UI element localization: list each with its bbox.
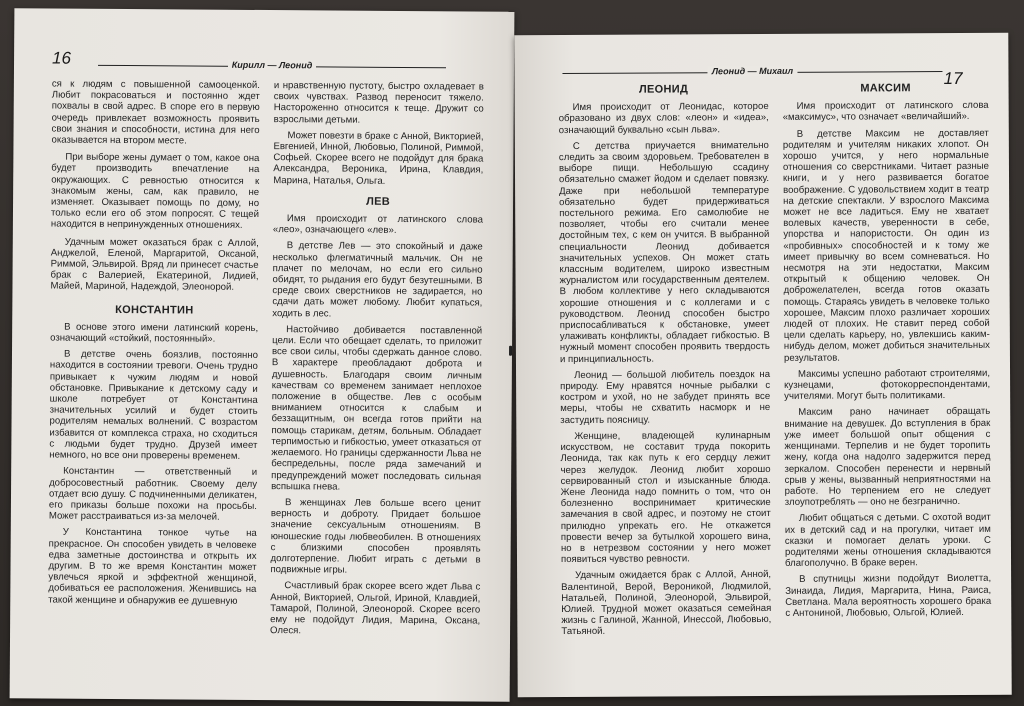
paragraph: Настойчиво добивается поставленной цели. Если что обещает сделать, то приложит все свои силы, чтобы сдержать данное слово. В характере преобладают доброта и душевность. Благодаря своим личным качествам со временем занимает неплохое положение в обществе. Лев с особым вниманием относится к слабым и беззащитным, он всегда готов прийти на помощь старикам, детям, больным. Обладает терпимостью и гибкостью, умеет отказаться от желаемого. Но границы сдержанности Льва не беспредельны, после ряда замечаний и предупреждений может последовать сильная вспышка гнева. [271,324,483,493]
paragraph: ся к людям с повышенной самооценкой. Любит покрасоваться и постоянно ждет похвалы в свой адрес. В споре его в первую очередь привлекает возможность проявить свои знания и способности, истина для него оказывается на втором месте. [51,78,260,147]
paragraph: В спутницы жизни подойдут Виолетта, Зинаида, Лидия, Маргарита, Нина, Раиса, Светлана. Мала вероятность хорошего брака с Антониной, Любовью, Ольгой, Юлией. [785,573,992,619]
paragraph: В женщинах Лев больше всего ценит верность и доброту. Придает большое значение сексуальным отношениям. В юношеские годы любвеобилен. В отношениях с близкими способен проявлять долготерпение. Любит играть с детьми в подвижные игры. [270,497,482,576]
running-head [98,55,446,71]
section-title-konstantin: КОНСТАНТИН [115,303,194,317]
section-title-leonid: ЛЕОНИД [638,83,689,96]
paragraph: У Константина тонкое чутье на прекрасное. Он способен увидеть в человеке едва заметные достоинства и открыть их другим. В то же время Константин может увлечься яркой и эффектной женщиной, добиваться ее расположения. Женившись на такой женщине и обнаружив ее душевную [48,526,257,607]
paragraph: С детства приучается внимательно следить за своим здоровьем. Требователен в выборе пищи. Небольшую ссадину обязательно смажет йодом и сделает повязку. Даже при небольшой температуре обязательно будет придерживаться постельного режима. Его самолюбие не позволяет, чтобы его считали менее достойным тех, с кем он учится. В выбранной специальности Леонид добивается значительных успехов. Он может стать классным водителем, широко известным журналистом или государственным деятелем. В любом коллективе у него складываются хорошие отношения и с коллегами и с руководством. Леонид способен быстро приспосабливаться к обстановке, умеет улаживать конфликты, обладает гибкостью. В нужный момент способен проявить твердость и принципиальность. [558,139,770,365]
left-page [10,8,515,701]
page-number: 16 [52,48,72,68]
paragraph: Любит общаться с детьми. С охотой водит их в детский сад и на прогулки, читает им сказки и помогает делать уроки. С родителями жены отношения складываются благополучно. В браке верен. [784,512,992,570]
paragraph: В основе этого имени латинский корень, означающий «стойкий, постоянный». [50,321,259,345]
right-page [514,33,1011,698]
left-column-2 [270,80,484,638]
paragraph: Максимы успешно работают строителями, кузнецами, фотокорреспондентами, учителями. Могут быть политиками. [784,367,991,403]
running-head [562,61,942,77]
paragraph: Счастливый брак скорее всего ждет Льва с Анной, Викторией, Ольгой, Ириной, Клавдией, Тамарой, Полиной, Элеонорой. Скорее всего ему не подойдут Лидия, Марина, Оксана, Олеся. [270,580,481,637]
paragraph: Имя происходит от латинского слова «максимус», что означает «величайший». [782,100,989,124]
section-title-maksim: МАКСИМ [860,82,911,95]
page-number: 17 [943,68,963,89]
paragraph: В детстве Максим не доставляет родителям и учителям никаких хлопот. Он хорошо учится, у него нормальные отношения со сверстниками. Читает разные книги, и у него развивается богатое воображение. С удовольствием ходит в театр на детские спектакли. У взрослого Максима может не все ладиться. Ему не хватает волевых качеств, уверенности в себе, упорства и напористости. Он один из «пробивных» способностей и к тому же имеет привычку во всем сомневаться. Но несмотря на эти недостатки, Максим открытый к общению человек. Он доброжелателен, всегда готов оказать помощь. Стараясь увидеть в человеке только хорошее, Максим плохо различает хороших людей от плохих. Не ставит перед собой цели сделать карьеру, но, увлекшись каким-нибудь делом, может добиться значительных результатов. [782,127,990,364]
right-column-2 [783,81,992,619]
paragraph: Удачным ожидается брак с Аллой, Анной, Валентиной, Верой, Вероникой, Людмилой, Натальей, Полиной, Элеонорой, Эльвирой, Юлией. Трудной может оказаться семейная жизнь с Галиной, Жанной, Инессой, Любовью, Татьяной. [561,569,772,638]
left-column-1 [48,79,260,607]
paragraph: Константин — ответственный и добросовестный работник. Своему делу отдает всю душу. С подчиненными деликатен, его приказы больше похожи на просьбы. Может расстраиваться из-за мелочей. [48,465,258,523]
paragraph: Может повезти в браке с Анной, Викторией, Евгенией, Инной, Любовью, Полиной, Риммой, Софьей. Скорее всего не подойдут для брака Александра, Вероника, Ирина, Клавдия, Марина, Наталья, Ольга. [273,129,484,187]
right-column-1 [559,82,772,638]
paragraph: В детстве Лев — это спокойный и даже несколько флегматичный мальчик. Он не плачет по мелочам, но если его сильно обидят, то рыдания его будут безутешными. В среде своих сверстников не задирается, но сдачи дать может любому. Любит купаться, ходить в лес. [272,240,483,320]
paragraph: Удачным может оказаться брак с Аллой, Анджелой, Еленой, Маргаритой, Оксаной, Риммой, Эльвирой. Вряд ли принесет счастье брак с Валерией, Екатериной, Лидией, Майей, Мариной, Надеждой, Элеонорой. [50,236,259,294]
paragraph: Леонид — большой любитель поездок на природу. Ему нравятся ночные рыбалки с костром и ухой, но не забудет принять все меры, чтобы не схватить насморк и не застудить поясницу. [560,368,771,426]
paragraph: Максим рано начинает обращать внимание на девушек. До вступления в брак уже имеет большой опыт общения с женщинами. Терпелив и не будет торопить жену, когда она надолго задержится перед зеркалом. Способен перенести и нервный срыв у жены, вызванный неприятностями на работе. Но терпением его не следует злоупотреблять — оно не безгранично. [784,406,991,508]
binding-staple [509,346,512,356]
running-head-text: Кирилл — Леонид [228,60,317,71]
paragraph: В детстве очень боязлив, постоянно находится в состоянии тревоги. Очень трудно привыкает к чужим людям и новой обстановке. Привыкание к детскому саду и школе потребует от Константина значительных усилий и будет стоить родителям немалых волнений. С возрастом избавится от комплекса страха, но сходиться с людьми будет трудно. Друзей имеет немного, но все они проверены временем. [49,348,259,462]
paragraph: Имя происходит от Леонидас, которое образовано из двух слов: «леон» и «идеа», означающий буквально «сын льва». [558,101,769,136]
paragraph: и нравственную пустоту, быстро охладевает в своих чувствах. Развод переносит тяжело. Настороженно относится к теще. Дружит со взрослыми детьми. [273,80,484,126]
paragraph: При выборе жены думает о том, какое она будет производить впечатление на окружающих. С ревностью относится к знакомым жены, сам, как правило, не изменяет. Оказывает помощь по дому, но только если его об этом попросят. С тещей находится в непринужденных отношениях. [50,151,260,232]
running-head-text: Леонид — Михаил [708,66,797,76]
paragraph: Женщине, владеющей кулинарным искусством, не составит труда покорить Леонида, так как путь к его сердцу лежит через желудок. Леонид любит хорошо сервированный стол и изысканные блюда. Жене Леонида надо помнить о том, что он болезненно воспринимает критические замечания в свой адрес, и поэтому не стоит прилюдно упрекать его. Не откажется провести вечер за бутылкой хорошего вина, но в нетрезвом состоянии у него может появиться чувство ревности. [560,429,771,566]
paragraph: Имя происходит от латинского слова «лео», означающего «лев». [272,213,483,237]
section-title-lev: ЛЕВ [366,195,391,208]
